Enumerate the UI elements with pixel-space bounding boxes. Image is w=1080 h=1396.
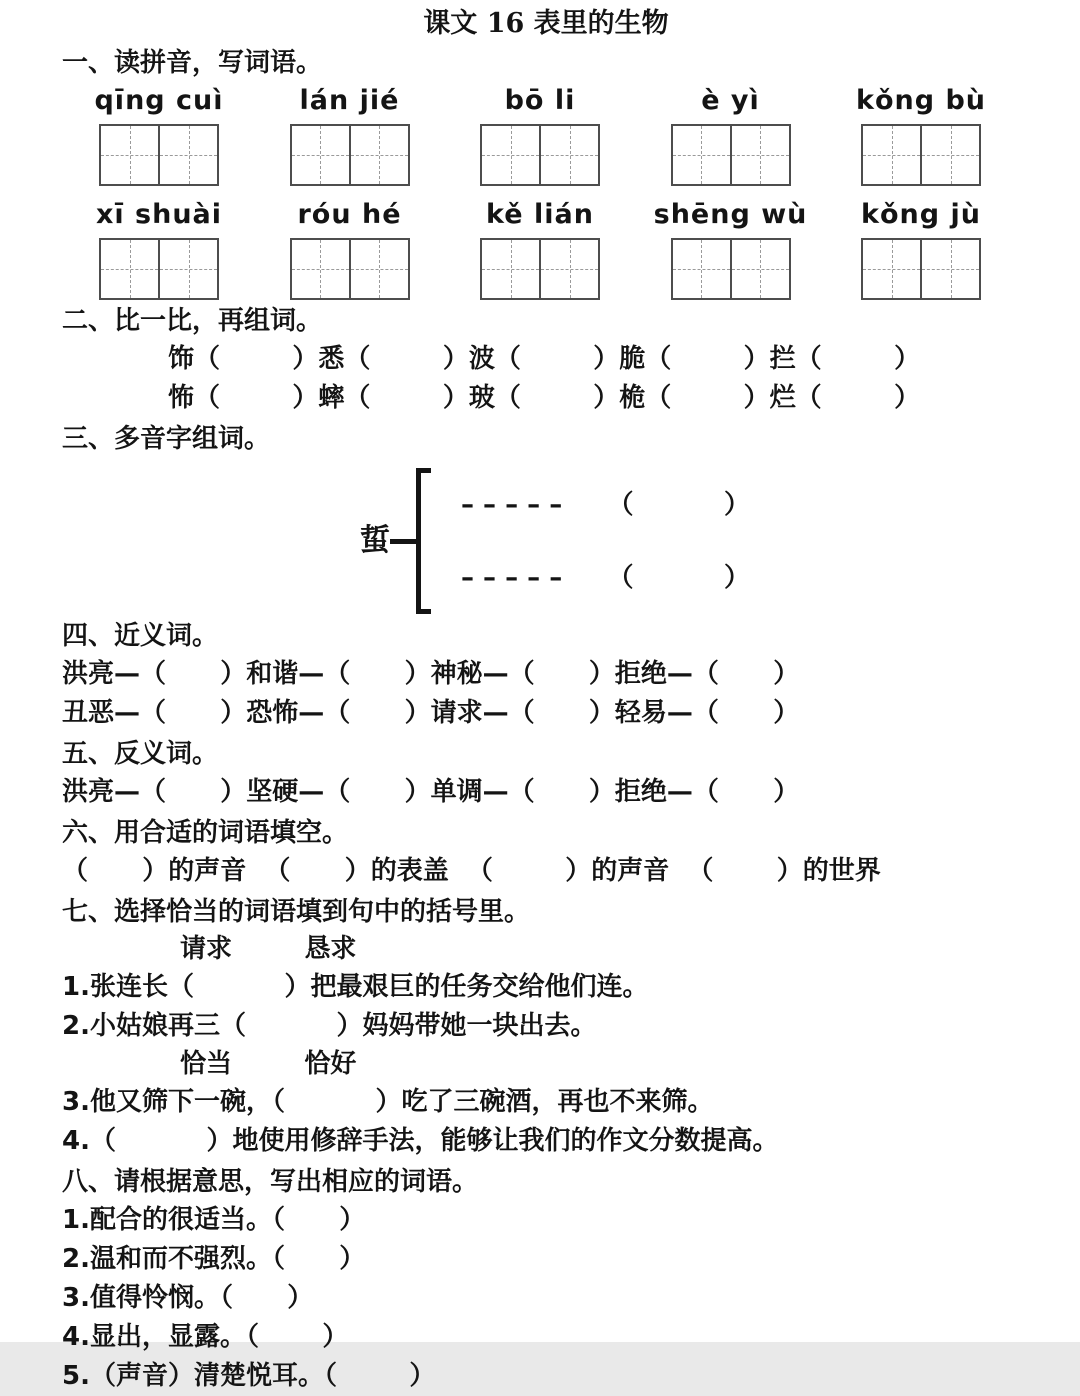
grid-cell bbox=[349, 126, 408, 184]
pinyin-grid-row-2 bbox=[62, 198, 1030, 300]
polyphonic-figure bbox=[360, 468, 1030, 614]
grid-cell bbox=[863, 240, 920, 298]
pinyin-label: kǒng jù bbox=[861, 199, 981, 230]
pinyin-label: bō li bbox=[504, 85, 576, 116]
word-bank: 恰当 恰好 bbox=[180, 1049, 357, 1079]
grid-cell bbox=[158, 240, 217, 298]
compare-words-line: 怖（ ）蟀（ ）玻（ ）桅（ ）烂（ ） bbox=[168, 383, 921, 413]
grid-cell bbox=[920, 240, 979, 298]
pronunciation-blank-line: – – – – – （ ） bbox=[461, 489, 750, 520]
grid-cell bbox=[673, 126, 730, 184]
word-bank: 请求 恳求 bbox=[180, 934, 357, 964]
brace-connector-line bbox=[390, 539, 416, 544]
pinyin-label: qīng cuì bbox=[94, 85, 224, 116]
synonym-line: 丑恶—（ ）恐怖—（ ）请求—（ ）轻易—（ ） bbox=[62, 698, 800, 728]
compare-words-line: 饰（ ）悉（ ）波（ ）脆（ ）拦（ ） bbox=[168, 344, 921, 374]
tian-zi-writing-grid bbox=[99, 124, 219, 186]
synonym-line: 洪亮—（ ）和谐—（ ）神秘—（ ）拒绝—（ ） bbox=[62, 659, 800, 689]
grid-cell bbox=[863, 126, 920, 184]
grid-cell bbox=[673, 240, 730, 298]
meaning-item: 4.显出，显露。（ ） bbox=[62, 1322, 349, 1352]
tian-zi-writing-grid bbox=[480, 124, 600, 186]
grid-cell bbox=[292, 126, 349, 184]
tian-zi-writing-grid bbox=[480, 238, 600, 300]
section-5-heading: 五、反义词。 bbox=[62, 739, 219, 769]
pinyin-label: xī shuài bbox=[95, 199, 223, 230]
sentence-item: 1.张连长（ ）把最艰巨的任务交给他们连。 bbox=[62, 972, 649, 1002]
section-6-heading: 六、用合适的词语填空。 bbox=[62, 818, 349, 848]
grid-cell bbox=[101, 126, 158, 184]
grid-cell bbox=[101, 240, 158, 298]
section-3-heading: 三、多音字组词。 bbox=[62, 424, 271, 454]
sentence-item: 3.他又筛下一碗，（ ）吃了三碗酒，再也不来筛。 bbox=[62, 1087, 714, 1117]
meaning-item: 5.（声音）清楚悦耳。（ ） bbox=[62, 1361, 436, 1391]
tian-zi-writing-grid bbox=[290, 238, 410, 300]
tian-zi-writing-grid bbox=[861, 124, 981, 186]
pinyin-grid-col bbox=[636, 198, 826, 300]
pinyin-grid-col bbox=[445, 84, 635, 186]
sentence-item: 4.（ ）地使用修辞手法，能够让我们的作文分数提高。 bbox=[62, 1126, 779, 1156]
tian-zi-writing-grid bbox=[99, 238, 219, 300]
grid-cell bbox=[730, 240, 789, 298]
grid-cell bbox=[482, 126, 539, 184]
antonym-line: 洪亮—（ ）坚硬—（ ）单调—（ ）拒绝—（ ） bbox=[62, 777, 800, 807]
polyphonic-branches bbox=[461, 468, 750, 614]
grid-cell bbox=[920, 126, 979, 184]
section-4-heading: 四、近义词。 bbox=[62, 621, 219, 651]
pronunciation-blank-line: – – – – – （ ） bbox=[461, 562, 750, 593]
brace-shape bbox=[416, 468, 431, 614]
tian-zi-writing-grid bbox=[290, 124, 410, 186]
grid-cell bbox=[539, 240, 598, 298]
grid-cell bbox=[349, 240, 408, 298]
grid-cell bbox=[292, 240, 349, 298]
meaning-item: 3.值得怜悯。（ ） bbox=[62, 1283, 314, 1313]
grid-cell bbox=[730, 126, 789, 184]
meaning-item: 2.温和而不强烈。（ ） bbox=[62, 1244, 366, 1274]
grid-cell bbox=[539, 126, 598, 184]
tian-zi-writing-grid bbox=[671, 238, 791, 300]
pinyin-label: kě lián bbox=[486, 199, 594, 230]
pinyin-grid-col bbox=[255, 198, 445, 300]
polyphonic-character: 蜇 bbox=[360, 523, 390, 558]
section-8-heading: 八、请根据意思，写出相应的词语。 bbox=[62, 1167, 479, 1197]
fill-blank-line: （ ）的声音 （ ）的表盖 （ ）的声音 （ ）的世界 bbox=[62, 856, 881, 886]
pinyin-label: kǒng bù bbox=[855, 85, 986, 116]
pinyin-label: lán jié bbox=[299, 85, 400, 116]
tian-zi-writing-grid bbox=[671, 124, 791, 186]
pinyin-grid-col bbox=[636, 84, 826, 186]
pinyin-label: è yì bbox=[701, 85, 760, 116]
pinyin-label: shēng wù bbox=[653, 199, 808, 230]
meaning-item: 1.配合的很适当。（ ） bbox=[62, 1205, 366, 1235]
pinyin-grid-col bbox=[826, 198, 1016, 300]
pinyin-label: róu hé bbox=[297, 199, 402, 230]
pinyin-grid-col bbox=[826, 84, 1016, 186]
pinyin-grid-col bbox=[445, 198, 635, 300]
pinyin-grid-col bbox=[64, 84, 254, 186]
grid-cell bbox=[482, 240, 539, 298]
tian-zi-writing-grid bbox=[861, 238, 981, 300]
section-7-heading: 七、选择恰当的词语填到句中的括号里。 bbox=[62, 897, 531, 927]
section-2-heading: 二、比一比，再组词。 bbox=[62, 306, 323, 336]
grid-cell bbox=[158, 126, 217, 184]
worksheet-title: 课文 16 表里的生物 bbox=[423, 8, 669, 39]
sentence-item: 2.小姑娘再三（ ）妈妈带她一块出去。 bbox=[62, 1011, 597, 1041]
pinyin-grid-row-1 bbox=[62, 84, 1030, 186]
section-1-heading: 一、读拼音，写词语。 bbox=[62, 48, 323, 78]
pinyin-grid-col bbox=[255, 84, 445, 186]
pinyin-grid-col bbox=[64, 198, 254, 300]
